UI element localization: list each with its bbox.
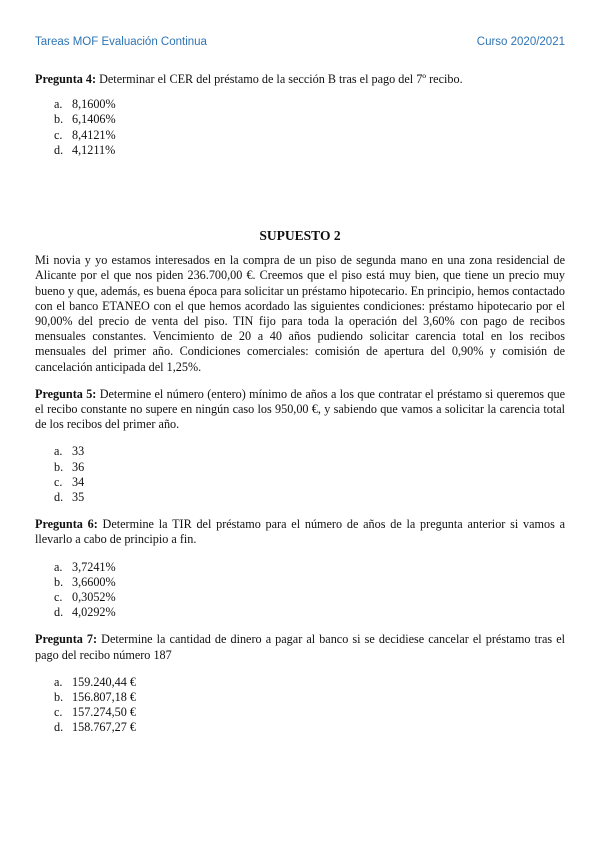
option-letter: d. <box>54 142 64 157</box>
option-a <box>54 97 565 112</box>
header-course-title: Tareas MOF Evaluación Continua <box>35 36 207 48</box>
option-b <box>54 575 565 590</box>
question-body: Determine la TIR del préstamo para el número de años de la pregunta anterior si vamos a llevarlo a cabo de principio a fin. <box>35 517 566 547</box>
answer-options <box>35 675 565 736</box>
scenario-paragraph: Mi novia y yo estamos interesados en la compra de un piso de segunda mano en una zona residencial de Alicante por el que nos piden 236.700,00 €. Creemos que el piso está muy bien, que tiene un precio muy bueno y que, además, es buena época para solicitar un préstamo hipotecario. En principio, hemos contactado con el banco ETANEO con el que hemos acordado las siguientes condiciones: préstamo hipotecario por el 90,00% del precio de venta del piso. TIN fijo para toda la operación del 3,60% con pago de recibos mensuales constantes. Vencimiento de 20 a 40 años pudiendo solicitar carencia total en los recibos mensuales del primer año. Condiciones comerciales: comisión de apertura del 0,90% y comisión de cancelación anticipada del 1,25%. <box>35 253 565 374</box>
option-c <box>54 128 565 143</box>
option-letter: c. <box>54 705 63 720</box>
question-4 <box>35 72 565 158</box>
option-value: 3,6600% <box>72 574 116 589</box>
option-letter: d. <box>54 489 64 504</box>
question-label: Pregunta 6: <box>35 517 98 532</box>
option-value: 158.767,27 € <box>72 720 136 735</box>
option-letter: d. <box>54 720 64 735</box>
option-letter: a. <box>54 444 63 459</box>
question-5-text <box>35 387 565 433</box>
document-body <box>35 72 565 735</box>
question-body: Determine la cantidad de dinero a pagar al banco si se decidiese cancelar el préstamo tras el pago del recibo número 187 <box>35 632 565 662</box>
option-value: 8,1600% <box>72 97 116 112</box>
option-value: 3,7241% <box>72 559 116 574</box>
option-b <box>54 460 565 475</box>
option-a <box>54 560 565 575</box>
option-value: 8,4121% <box>72 127 116 142</box>
question-4-text <box>35 72 565 87</box>
question-6 <box>35 517 565 620</box>
option-value: 6,1406% <box>72 112 116 127</box>
answer-options <box>35 97 565 158</box>
option-letter: b. <box>54 574 64 589</box>
option-b <box>54 112 565 127</box>
option-d <box>54 143 565 158</box>
answer-options <box>35 444 565 505</box>
option-d <box>54 720 565 735</box>
option-value: 4,1211% <box>72 142 116 157</box>
option-value: 156.807,18 € <box>72 689 136 704</box>
question-5 <box>35 387 565 505</box>
option-a <box>54 675 565 690</box>
option-letter: a. <box>54 674 63 689</box>
question-7 <box>35 632 565 735</box>
option-letter: c. <box>54 127 63 142</box>
question-label: Pregunta 7: <box>35 632 98 647</box>
option-value: 4,0292% <box>72 605 116 620</box>
section-title: SUPUESTO 2 <box>259 227 341 243</box>
question-body: Determine el número (entero) mínimo de años a los que contratar el préstamo si queremos que el recibo constante no supere en ningún caso los 950,00 €, y sabiendo que vamos a solicitar la carencia total de los recibos del primer año. <box>35 386 565 432</box>
option-c <box>54 705 565 720</box>
option-letter: d. <box>54 605 64 620</box>
option-d <box>54 490 565 505</box>
option-letter: b. <box>54 459 64 474</box>
option-letter: b. <box>54 112 64 127</box>
question-body: Determinar el CER del préstamo de la sección B tras el pago del 7º recibo. <box>99 72 463 86</box>
answer-options <box>35 560 565 621</box>
option-value: 33 <box>72 444 85 459</box>
option-value: 36 <box>72 459 85 474</box>
option-d <box>54 605 565 620</box>
option-letter: b. <box>54 689 64 704</box>
option-value: 157.274,50 € <box>72 705 136 720</box>
question-label: Pregunta 4: <box>35 72 97 86</box>
question-6-text <box>35 517 565 547</box>
option-value: 34 <box>72 474 85 489</box>
option-letter: c. <box>54 474 63 489</box>
option-c <box>54 590 565 605</box>
header-academic-year: Curso 2020/2021 <box>476 36 565 48</box>
option-b <box>54 690 565 705</box>
option-letter: c. <box>54 589 63 604</box>
question-7-text <box>35 632 565 662</box>
option-a <box>54 444 565 459</box>
option-letter: a. <box>54 559 63 574</box>
question-label: Pregunta 5: <box>35 386 97 401</box>
option-value: 159.240,44 € <box>72 674 136 689</box>
option-value: 35 <box>72 489 85 504</box>
option-letter: a. <box>54 97 63 112</box>
option-value: 0,3052% <box>72 589 116 604</box>
option-c <box>54 475 565 490</box>
